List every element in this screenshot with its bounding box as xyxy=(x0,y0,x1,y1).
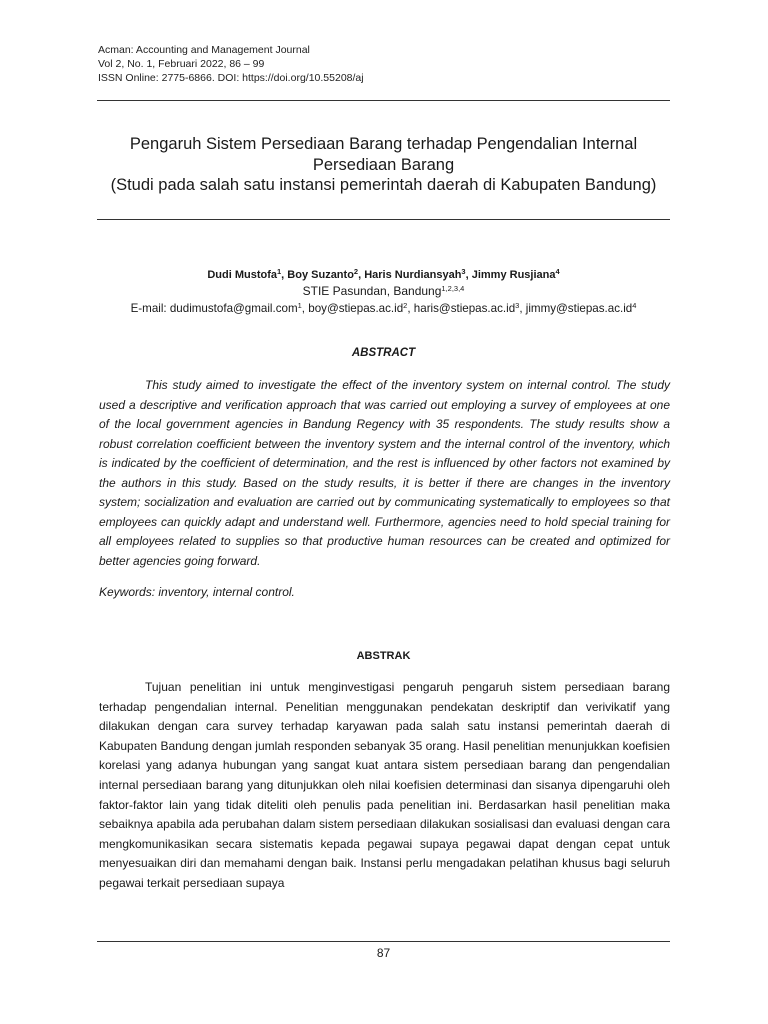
email-link[interactable]: haris@stiepas.ac.id xyxy=(413,302,516,315)
journal-header xyxy=(98,43,364,85)
footer-rule xyxy=(97,941,670,942)
email-link[interactable]: jimmy@stiepas.ac.id xyxy=(525,302,633,315)
author-sup: 3 xyxy=(461,267,466,276)
author-sup: 4 xyxy=(555,267,560,276)
title-line-3: (Studi pada salah satu instansi pemerintah daerah di Kabupaten Bandung) xyxy=(110,176,657,194)
author-name: Boy Suzanto xyxy=(287,269,354,281)
affiliation-text: STIE Pasundan, Bandung xyxy=(302,284,442,298)
abstract-text: This study aimed to investigate the effect of the inventory system on internal control. The study used a descriptive and verification approach that was carried out employing a survey of employees at one of the local government agencies in Bandung Regency with 35 respondents. The study results show a robust correlation coefficient between the inventory system and the internal control of the inventory, which is indicated by the coefficient of determination, and the rest is influenced by other factors not examined by the authors in this study. Based on the study results, it is better if there are changes in the inventory system; socialization and evaluation are carried out by communicating systematically to employees so that employees can quickly adapt and understand well. Furthermore, agencies need to hold special training for all employees related to supplies so that productive human resources can be created and optimized for better agencies going forward. xyxy=(99,378,670,568)
journal-name: Acman: Accounting and Management Journal xyxy=(98,44,310,56)
affiliation xyxy=(97,283,670,299)
title-rule xyxy=(97,219,670,220)
author-sup: 2 xyxy=(353,267,359,276)
abstrak-heading: ABSTRAK xyxy=(356,650,411,662)
paper-title xyxy=(97,134,670,196)
page-number: 87 xyxy=(376,946,391,960)
author-name: Haris Nurdiansyah xyxy=(364,269,462,281)
abstrak-body xyxy=(99,678,670,894)
author-name: Dudi Mustofa xyxy=(207,269,277,281)
title-line-2: Persediaan Barang xyxy=(312,155,455,174)
email-sup: 3 xyxy=(515,301,520,310)
abstract-heading: ABSTRACT xyxy=(351,347,416,359)
email-list: E-mail: dudimustofa@gmail.com$^1$, $boy@stiepas.ac.id^2$, $haris@stiepas.ac.id^3$, $jimmy@stiepas.ac.id^4$ xyxy=(130,301,637,315)
author-sup: 1 xyxy=(277,267,282,276)
email-sup: 4 xyxy=(632,301,637,310)
email-link[interactable]: dudimustofa@gmail.com xyxy=(169,302,298,315)
author-name: Jimmy Rusjiana xyxy=(471,269,556,281)
affiliation-sup: 1,2,3,4 xyxy=(441,284,465,293)
header-rule xyxy=(97,100,670,101)
journal-volume: Vol 2, No. 1, Februari 2022, 86 – 99 xyxy=(98,58,265,70)
keywords: Keywords: inventory, internal control. xyxy=(99,585,295,599)
email-label: E-mail: xyxy=(130,302,170,315)
journal-issn-doi: ISSN Online: 2775-6866. DOI: https://doi.org/10.55208/aj xyxy=(98,72,364,84)
email-sup: 2 xyxy=(403,301,408,310)
author-list: Dudi Mustofa$^1$, Boy Suzanto$^2$, Haris Nurdiansyah$^3$, Jimmy Rusjiana$^4$ xyxy=(207,267,560,281)
abstrak-text: Tujuan penelitian ini untuk menginvestigasi pengaruh pengaruh sistem persediaan barang terhadap pengendalian internal. Penelitian menggunakan pendekatan deskriptif dan verivikatif yang dilakukan dengan cara survey terhadap karyawan pada salah satu instansi pemerintah daerah di Kabupaten Bandung dengan jumlah responden sebanyak 35 orang. Hasil penelitian menunjukkan koefisien korelasi yang adanya hubungan yang sangat kuat antara sistem persediaan barang dan pengendalian internal persediaan barang yang ditunjukkan oleh nilai koefisien determinasi dan sisanya dipengaruhi oleh faktor-faktor lain yang tidak diteliti oleh penulis pada penelitian ini. Berdasarkan hasil penelitian maka sebaiknya apabila ada perubahan dalam sistem persediaan dilakukan sosialisasi dan evaluasi dengan cara mengkomunikasikan secara sistematis kepada pegawai supaya pegawai dapat dengan cepat untuk menyesuaikan diri dan memahami dengan baik. Instansi perlu mengadakan pelatihan khusus bagi seluruh pegawai terkait persediaan supaya xyxy=(99,680,670,890)
email-link[interactable]: boy@stiepas.ac.id xyxy=(308,302,404,315)
email-sup: 1 xyxy=(297,301,302,310)
abstract-body xyxy=(99,376,670,571)
title-line-1: Pengaruh Sistem Persediaan Barang terhadap Pengendalian Internal xyxy=(129,135,638,153)
